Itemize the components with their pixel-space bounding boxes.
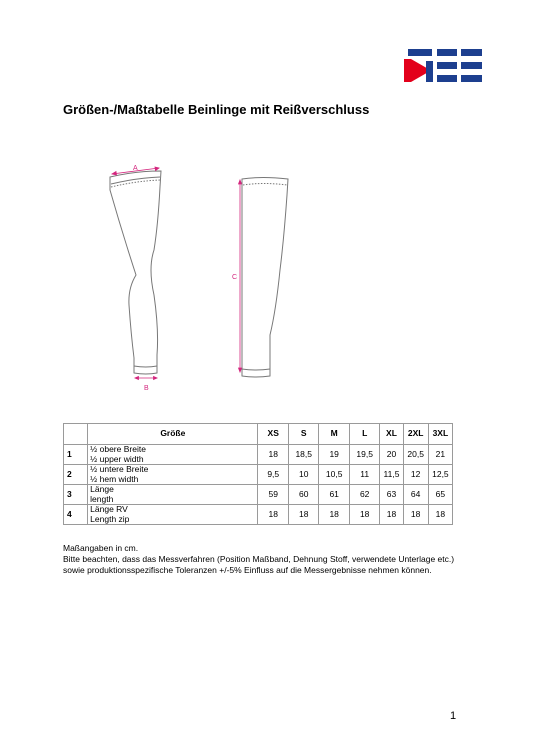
value-cell: 18 [258, 445, 288, 465]
measurement-notes [63, 543, 473, 576]
value-cell: 64 [403, 485, 428, 505]
value-cell: 18 [258, 505, 288, 525]
brand-logo [404, 49, 482, 82]
row-label-de: Länge RV [90, 504, 128, 514]
logo-blue-bar [437, 62, 457, 69]
row-number: 4 [64, 505, 88, 525]
header-size-cell: XL [380, 424, 403, 445]
header-size-cell: XS [258, 424, 288, 445]
logo-blue-bar [437, 75, 457, 82]
value-cell: 18,5 [288, 445, 318, 465]
row-label-en: length [90, 493, 114, 504]
value-cell: 11 [349, 465, 379, 485]
page-number: 1 [450, 710, 457, 722]
logo-blue-bar [461, 62, 482, 69]
value-cell: 10 [288, 465, 318, 485]
leg-warmer-drawing [95, 155, 295, 400]
value-cell: 65 [428, 485, 452, 505]
value-cell: 12 [403, 465, 428, 485]
value-cell: 20 [380, 445, 403, 465]
note-disclaimer: Bitte beachten, dass das Messverfahren (Position Maßband, Dehnung Stoff, verwendete Unterlage etc.) sowie produktionsspezifische Toleranzen +/-5% Einfluss auf die Messergebnisse nehmen können. [63, 554, 455, 575]
value-cell: 61 [319, 485, 349, 505]
value-cell: 20,5 [403, 445, 428, 465]
row-description [88, 505, 258, 525]
value-cell: 18 [403, 505, 428, 525]
header-size-cell: 2XL [403, 424, 428, 445]
value-cell: 10,5 [319, 465, 349, 485]
logo-blue-bar [437, 49, 457, 56]
value-cell: 19 [319, 445, 349, 465]
value-cell: 59 [258, 485, 288, 505]
leg-front-view [110, 171, 161, 374]
value-cell: 11,5 [380, 465, 403, 485]
value-cell: 62 [349, 485, 379, 505]
table-row [64, 485, 453, 505]
size-table [63, 423, 453, 525]
value-cell: 63 [380, 485, 403, 505]
value-cell: 18 [349, 505, 379, 525]
value-cell: 12,5 [428, 465, 452, 485]
table-row [64, 445, 453, 465]
row-label-en: ½ upper width [90, 453, 144, 464]
logo-blue-bar [461, 75, 482, 82]
row-label-de: ½ obere Breite [90, 444, 146, 454]
row-description [88, 445, 258, 465]
logo-blue-bar [461, 49, 482, 56]
logo-blue-bar [408, 49, 432, 56]
measure-label-b: B [144, 385, 149, 392]
row-description [88, 465, 258, 485]
value-cell: 21 [428, 445, 452, 465]
table-header-row [64, 424, 453, 445]
row-number: 2 [64, 465, 88, 485]
measure-label-c: C [232, 274, 238, 281]
row-label-en: ½ hem width [90, 473, 139, 484]
value-cell: 18 [288, 505, 318, 525]
value-cell: 19,5 [349, 445, 379, 465]
leg-side-view [242, 178, 288, 378]
measure-label-a: A [133, 165, 138, 172]
header-size-cell: 3XL [428, 424, 452, 445]
value-cell: 18 [428, 505, 452, 525]
row-label-en: Length zip [90, 513, 130, 524]
row-label-de: ½ untere Breite [90, 464, 149, 474]
row-number: 1 [64, 445, 88, 465]
value-cell: 18 [319, 505, 349, 525]
header-number-cell [64, 424, 88, 445]
row-description [88, 485, 258, 505]
header-size-cell: M [319, 424, 349, 445]
table-row [64, 465, 453, 485]
header-size-cell: L [349, 424, 379, 445]
value-cell: 9,5 [258, 465, 288, 485]
measurement-lines [112, 167, 242, 380]
row-number: 3 [64, 485, 88, 505]
table-row [64, 505, 453, 525]
page-title: Größen-/Maßtabelle Beinlinge mit Reißverschluss [63, 102, 370, 117]
row-label-de: Länge [90, 484, 114, 494]
logo-blue-bar [426, 61, 433, 82]
note-units: Maßangaben in cm. [63, 543, 139, 553]
header-size-label: Größe [88, 424, 258, 445]
header-size-cell: S [288, 424, 318, 445]
value-cell: 18 [380, 505, 403, 525]
value-cell: 60 [288, 485, 318, 505]
